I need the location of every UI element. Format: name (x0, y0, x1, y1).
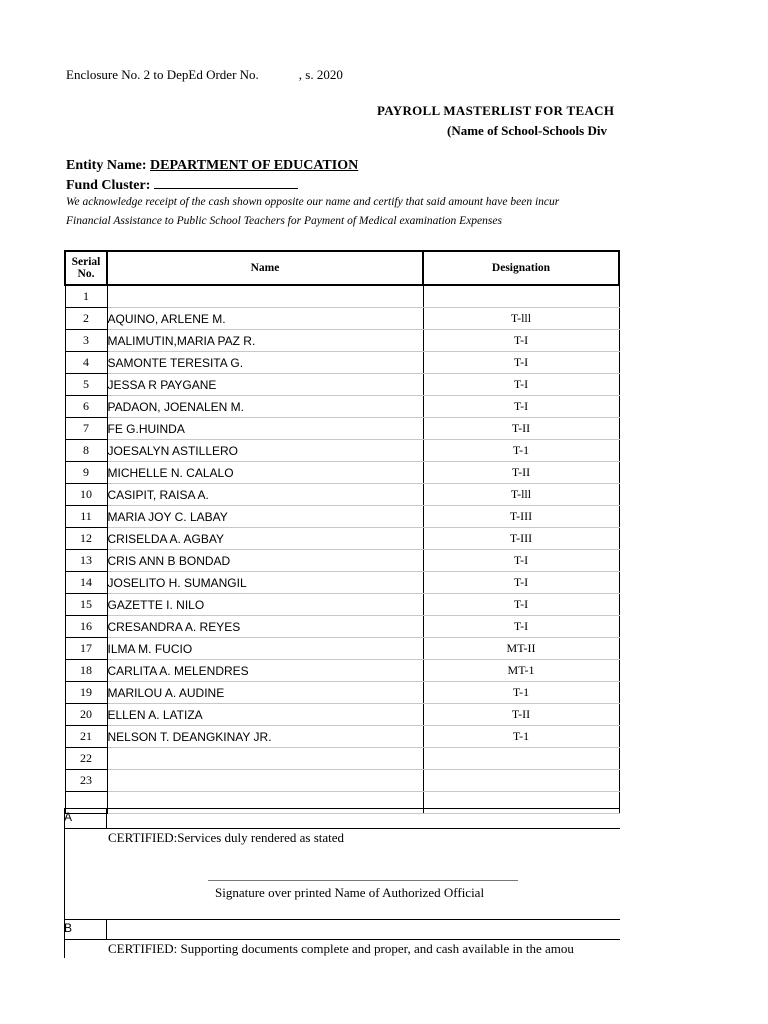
name-cell: ILMA M. FUCIO (107, 638, 423, 660)
table-row (65, 704, 620, 726)
table-row (65, 660, 620, 682)
table-row (65, 638, 620, 660)
enclosure-year: , s. 2020 (298, 67, 343, 82)
extra-cell (619, 506, 620, 528)
designation-cell: T-I (423, 616, 619, 638)
designation-cell: T-I (423, 352, 619, 374)
designation-cell: T-lll (423, 484, 619, 506)
serial-cell: 20 (65, 704, 107, 726)
header-designation: Designation (423, 251, 619, 285)
extra-cell (619, 638, 620, 660)
extra-cell (619, 440, 620, 462)
table-row (65, 726, 620, 748)
name-cell: JOSELITO H. SUMANGIL (107, 572, 423, 594)
name-cell: ELLEN A. LATIZA (107, 704, 423, 726)
serial-cell: 17 (65, 638, 107, 660)
serial-cell: 12 (65, 528, 107, 550)
serial-cell: 23 (65, 770, 107, 792)
designation-cell: MT-II (423, 638, 619, 660)
serial-cell: 3 (65, 330, 107, 352)
extra-cell (619, 682, 620, 704)
table-row (65, 682, 620, 704)
serial-cell: 22 (65, 748, 107, 770)
signature-caption: Signature over printed Name of Authorized Official (215, 885, 485, 900)
designation-cell: T-lll (423, 308, 619, 330)
table-row (65, 594, 620, 616)
payroll-table (64, 250, 620, 814)
name-cell: MARILOU A. AUDINE (107, 682, 423, 704)
designation-cell: T-I (423, 396, 619, 418)
table-row (65, 484, 620, 506)
section-b-label-bottom (64, 939, 106, 940)
table-row (65, 308, 620, 330)
extra-cell (619, 418, 620, 440)
name-cell: AQUINO, ARLENE M. (107, 308, 423, 330)
extra-cell (619, 660, 620, 682)
designation-cell (423, 748, 619, 770)
extra-cell (619, 748, 620, 770)
extra-cell (619, 308, 620, 330)
table-row (65, 506, 620, 528)
acknowledgement-line-1: We acknowledge receipt of the cash shown opposite our name and certify that said amount have been incur (66, 196, 560, 208)
table-row (65, 550, 620, 572)
extra-cell (619, 594, 620, 616)
designation-cell (423, 770, 619, 792)
table-row (65, 770, 620, 792)
designation-cell: T-I (423, 550, 619, 572)
extra-cell (619, 572, 620, 594)
serial-cell: 1 (65, 285, 107, 308)
serial-cell: 4 (65, 352, 107, 374)
extra-cell (619, 550, 620, 572)
serial-cell: 19 (65, 682, 107, 704)
extra-cell (619, 616, 620, 638)
name-cell: JOESALYN ASTILLERO (107, 440, 423, 462)
extra-cell (619, 330, 620, 352)
section-b-label: B (64, 921, 73, 935)
designation-cell: T-II (423, 462, 619, 484)
name-cell (107, 748, 423, 770)
page-subtitle: (Name of School-Schools Div (447, 123, 607, 138)
fund-cluster-blank (154, 176, 298, 189)
serial-cell: 16 (65, 616, 107, 638)
table-row (65, 528, 620, 550)
serial-cell: 5 (65, 374, 107, 396)
serial-cell: 10 (65, 484, 107, 506)
name-cell: PADAON, JOENALEN M. (107, 396, 423, 418)
section-b-top-rule (64, 919, 620, 920)
designation-cell (423, 285, 619, 308)
table-row (65, 792, 620, 814)
enclosure-line (66, 67, 343, 83)
name-cell (107, 770, 423, 792)
serial-cell: 15 (65, 594, 107, 616)
name-cell: GAZETTE I. NILO (107, 594, 423, 616)
serial-cell: 11 (65, 506, 107, 528)
extra-cell (619, 726, 620, 748)
serial-cell: 13 (65, 550, 107, 572)
designation-cell: MT-1 (423, 660, 619, 682)
table-row (65, 285, 620, 308)
extra-cell (619, 374, 620, 396)
designation-cell: T-III (423, 506, 619, 528)
entity-name-line (66, 158, 358, 174)
name-cell: CASIPIT, RAISA A. (107, 484, 423, 506)
designation-cell: T-I (423, 572, 619, 594)
designation-cell: T-I (423, 594, 619, 616)
header-serial: Serial No. (65, 251, 107, 285)
enclosure-text: Enclosure No. 2 to DepEd Order No. (66, 67, 259, 82)
name-cell: FE G.HUINDA (107, 418, 423, 440)
designation-cell: T-1 (423, 682, 619, 704)
designation-cell: T-1 (423, 440, 619, 462)
name-cell: JESSA R PAYGANE (107, 374, 423, 396)
section-a-label-bottom (64, 828, 106, 829)
signature-line (208, 880, 518, 881)
designation-cell (423, 792, 619, 814)
name-cell: NELSON T. DEANGKINAY JR. (107, 726, 423, 748)
extra-cell (619, 704, 620, 726)
table-row (65, 330, 620, 352)
serial-cell: 18 (65, 660, 107, 682)
table-row (65, 748, 620, 770)
extra-cell (619, 484, 620, 506)
section-a-top-rule (64, 808, 620, 809)
extra-cell (619, 462, 620, 484)
name-cell (107, 285, 423, 308)
extra-cell (619, 396, 620, 418)
section-a-label-divider (106, 808, 107, 828)
header-name: Name (107, 251, 423, 285)
serial-cell: 2 (65, 308, 107, 330)
table-row (65, 396, 620, 418)
fund-cluster-line (66, 176, 298, 194)
serial-cell: 21 (65, 726, 107, 748)
table-row (65, 440, 620, 462)
table-row (65, 616, 620, 638)
name-cell: CRESANDRA A. REYES (107, 616, 423, 638)
serial-cell: 7 (65, 418, 107, 440)
name-cell: CRISELDA A. AGBAY (107, 528, 423, 550)
designation-cell: T-I (423, 374, 619, 396)
section-b-label-divider (106, 919, 107, 939)
name-cell: MALIMUTIN,MARIA PAZ R. (107, 330, 423, 352)
serial-cell: 14 (65, 572, 107, 594)
section-a-label: A (64, 810, 73, 824)
table-header-row (65, 251, 620, 285)
name-cell (107, 792, 423, 814)
extra-cell (619, 770, 620, 792)
entity-label: Entity Name: (66, 158, 147, 173)
designation-cell: T-II (423, 418, 619, 440)
designation-cell: T-1 (423, 726, 619, 748)
table-row (65, 572, 620, 594)
extra-cell (619, 792, 620, 814)
section-a-label-rule (106, 828, 620, 829)
fund-cluster-label: Fund Cluster: (66, 178, 151, 193)
serial-cell: 8 (65, 440, 107, 462)
name-cell: MICHELLE N. CALALO (107, 462, 423, 484)
section-b-label-rule (106, 939, 620, 940)
left-border (64, 808, 65, 958)
designation-cell: T-II (423, 704, 619, 726)
table-row (65, 418, 620, 440)
entity-value: DEPARTMENT OF EDUCATION (150, 158, 359, 173)
acknowledgement-line-2: Financial Assistance to Public School Teachers for Payment of Medical examination Expenses (66, 215, 502, 227)
extra-cell (619, 285, 620, 308)
name-cell: CRIS ANN B BONDAD (107, 550, 423, 572)
designation-cell: T-III (423, 528, 619, 550)
designation-cell: T-I (423, 330, 619, 352)
name-cell: MARIA JOY C. LABAY (107, 506, 423, 528)
section-b-certified: CERTIFIED: Supporting documents complete and proper, and cash available in the amou (108, 941, 574, 956)
header-extra (619, 251, 620, 285)
section-a-certified: CERTIFIED:Services duly rendered as stated (108, 830, 345, 845)
extra-cell (619, 352, 620, 374)
serial-cell: 6 (65, 396, 107, 418)
name-cell: CARLITA A. MELENDRES (107, 660, 423, 682)
table-row (65, 352, 620, 374)
table-row (65, 374, 620, 396)
name-cell: SAMONTE TERESITA G. (107, 352, 423, 374)
serial-cell: 9 (65, 462, 107, 484)
table-row (65, 462, 620, 484)
page-title: PAYROLL MASTERLIST FOR TEACH (377, 103, 615, 118)
extra-cell (619, 528, 620, 550)
